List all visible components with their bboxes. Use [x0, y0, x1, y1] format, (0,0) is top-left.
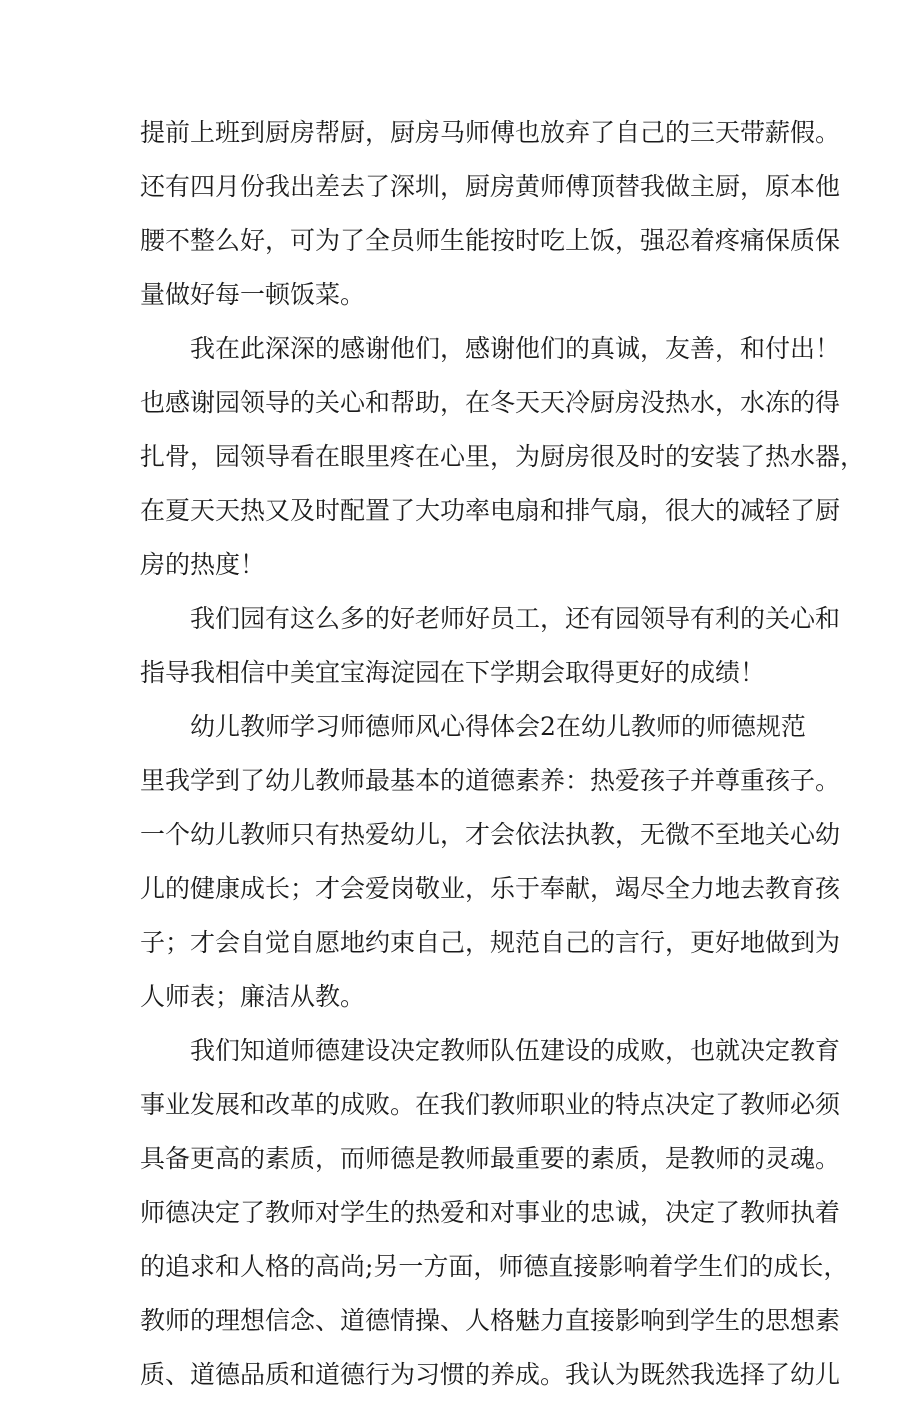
text-line: 指导我相信中美宜宝海淀园在下学期会取得更好的成绩！: [140, 658, 766, 687]
paragraph-first-line: 我们知道师德建设决定教师队伍建设的成败，也就决定教育: [190, 1036, 841, 1065]
text-line: 提前上班到厨房帮厨，厨房马师傅也放弃了自己的三天带薪假。: [140, 118, 841, 147]
text-line: 的追求和人格的高尚;另一方面，师德直接影响着学生们的成长，: [140, 1252, 849, 1281]
text-line: 质、道德品质和道德行为习惯的养成。我认为既然我选择了幼儿: [140, 1360, 841, 1389]
text-line: 一个幼儿教师只有热爱幼儿，才会依法执教，无微不至地关心幼: [140, 820, 841, 849]
text-line: 里我学到了幼儿教师最基本的道德素养：热爱孩子并尊重孩子。: [140, 766, 841, 795]
text-line: 扎骨，园领导看在眼里疼在心里，为厨房很及时的安装了热水器，: [140, 442, 866, 471]
text-line: 具备更高的素质，而师德是教师最重要的素质，是教师的灵魂。: [140, 1144, 841, 1173]
text-line: 还有四月份我出差去了深圳，厨房黄师傅顶替我做主厨，原本他: [140, 172, 841, 201]
text-line: 儿的健康成长；才会爱岗敬业，乐于奉献，竭尽全力地去教育孩: [140, 874, 841, 903]
paragraph-first-line: 我们园有这么多的好老师好员工，还有园领导有利的关心和: [190, 604, 841, 633]
text-line: 腰不整么好，可为了全员师生能按时吃上饭，强忍着疼痛保质保: [140, 226, 841, 255]
text-line: 房的热度！: [140, 550, 266, 579]
text-line: 在夏天天热又及时配置了大功率电扇和排气扇，很大的减轻了厨: [140, 496, 841, 525]
text-line: 教师的理想信念、道德情操、人格魅力直接影响到学生的思想素: [140, 1306, 841, 1335]
paragraph-first-line: 我在此深深的感谢他们，感谢他们的真诚，友善，和付出！: [190, 334, 841, 363]
text-line: 也感谢园领导的关心和帮助，在冬天天冷厨房没热水，水冻的得: [140, 388, 841, 417]
document-body: [140, 106, 866, 1402]
text-line: 子；才会自觉自愿地约束自己，规范自己的言行，更好地做到为: [140, 928, 841, 957]
paragraph-first-line: 幼儿教师学习师德师风心得体会2在幼儿教师的师德规范: [190, 712, 806, 741]
text-line: 人师表；廉洁从教。: [140, 982, 366, 1011]
text-line: 量做好每一顿饭菜。: [140, 280, 366, 309]
text-line: 师德决定了教师对学生的热爱和对事业的忠诚，决定了教师执着: [140, 1198, 841, 1227]
text-line: 事业发展和改革的成败。在我们教师职业的特点决定了教师必须: [140, 1090, 841, 1119]
